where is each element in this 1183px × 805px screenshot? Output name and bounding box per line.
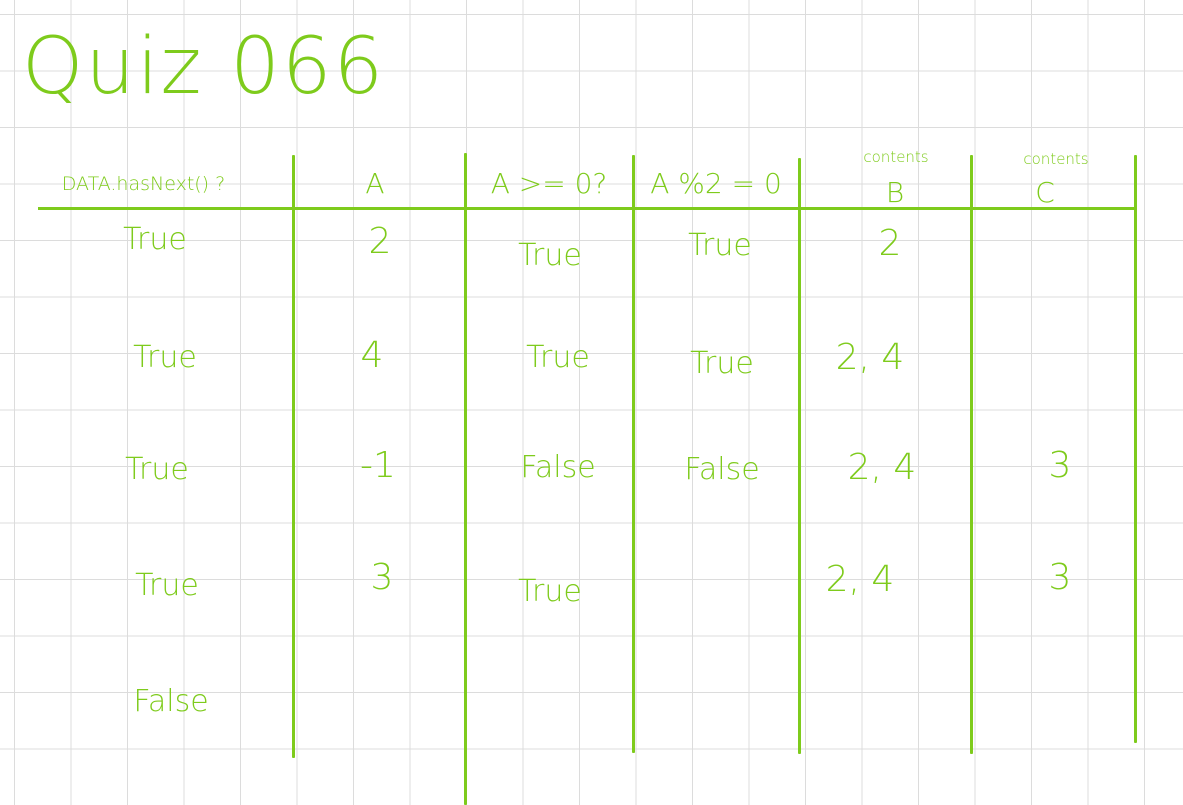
column-divider-2 xyxy=(464,153,467,805)
header-b-caption: contents xyxy=(863,148,929,166)
table-cell: 2, 4 xyxy=(835,337,905,378)
column-divider-5 xyxy=(970,155,973,754)
header-a-ge-zero: A >= 0? xyxy=(490,167,608,200)
table-cell: True xyxy=(123,222,187,257)
table-cell: 2, 4 xyxy=(825,559,895,600)
table-cell: True xyxy=(518,574,582,609)
column-divider-3 xyxy=(632,155,635,753)
table-cell: True xyxy=(125,452,189,487)
column-divider-4 xyxy=(798,158,801,754)
column-divider-1 xyxy=(292,155,295,758)
table-cell: 3 xyxy=(1048,445,1072,486)
table-cell: 3 xyxy=(370,557,394,598)
column-divider-6 xyxy=(1134,155,1137,743)
table-cell: -1 xyxy=(360,445,396,486)
table-cell: True xyxy=(690,346,754,381)
header-has-next: DATA.hasNext() ? xyxy=(61,173,226,195)
table-cell: True xyxy=(526,340,590,375)
table-cell: True xyxy=(135,568,199,603)
table-cell: True xyxy=(518,238,582,273)
table-cell: True xyxy=(688,228,752,263)
header-a: A xyxy=(365,167,385,200)
header-c: C xyxy=(1035,176,1055,209)
table-cell: False xyxy=(520,450,596,485)
header-b: B xyxy=(885,176,905,209)
header-a-mod-two: A %2 = 0 xyxy=(650,167,782,200)
table-cell: True xyxy=(133,340,197,375)
table-cell: 2, 4 xyxy=(847,447,917,488)
table-cell: False xyxy=(684,452,760,487)
table-cell: 3 xyxy=(1048,557,1072,598)
page-title: Quiz 066 xyxy=(22,22,386,112)
table-cell: False xyxy=(133,684,209,719)
table-cell: 2 xyxy=(368,221,392,262)
table-cell: 2 xyxy=(878,223,902,264)
header-c-caption: contents xyxy=(1023,150,1089,168)
table-cell: 4 xyxy=(360,335,384,376)
